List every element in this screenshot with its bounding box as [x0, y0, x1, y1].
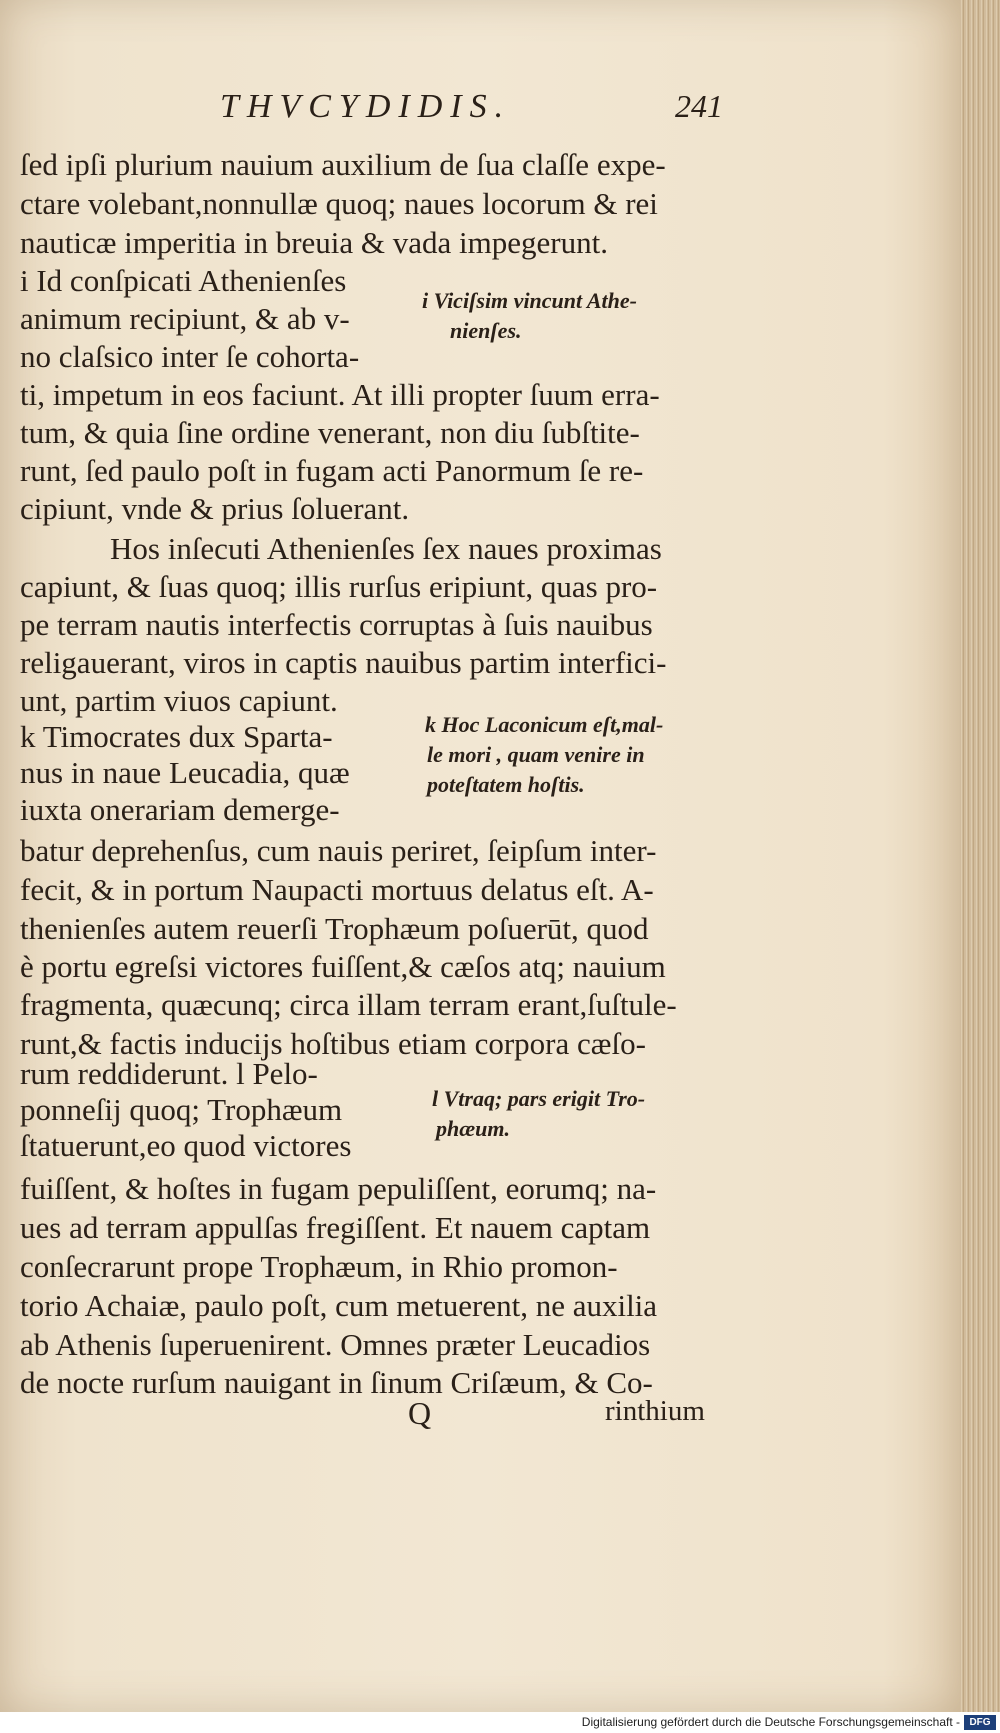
text-line: conſecrarunt prope Trophæum, in Rhio promon-: [20, 1249, 618, 1284]
text-line: batur deprehenſus, cum nauis periret, ſeipſum inter-: [20, 833, 657, 868]
text-line: tum, & quia ſine ordine venerant, non diu ſubſtite-: [20, 415, 640, 450]
note-line: le mori , quam venire in: [427, 742, 645, 767]
running-header: [0, 88, 960, 128]
text-line: ti, impetum in eos faciunt. At illi propter ſuum erra-: [20, 377, 660, 412]
dfg-logo-icon: DFG: [964, 1715, 996, 1730]
text-line: nus in naue Leucadia, quæ: [20, 755, 350, 790]
text-line: k Timocrates dux Sparta-: [20, 719, 333, 754]
text-line: fuiſſent, & hoſtes in fugam pepuliſſent, eorumq; na-: [20, 1171, 657, 1206]
text-line: i Id conſpicati Athenienſes: [20, 263, 347, 298]
page-edge: [960, 0, 1000, 1712]
text-line: ctare volebant,nonnullæ quoq; naues locorum & rei: [20, 186, 658, 221]
note-line: phæum.: [436, 1116, 510, 1141]
paragraph-start-line: Hos inſecuti Athenienſes ſex naues proximas: [110, 531, 662, 566]
text-line: iuxta onerariam demerge-: [20, 792, 340, 827]
text-line: fragmenta, quæcunq; circa illam terram erant,ſuſtule-: [20, 987, 677, 1022]
footer-credit: Digitalisierung gefördert durch die Deutsche Forschungsgemeinschaft -: [581, 1715, 960, 1729]
marginal-note-i: [422, 286, 637, 346]
text-line: thenienſes autem reuerſi Trophæum poſuerūt, quod: [20, 911, 649, 946]
text-line: cipiunt, vnde & prius ſoluerant.: [20, 491, 410, 526]
marginal-note-l: [432, 1084, 645, 1144]
text-line: capiunt, & ſuas quoq; illis rurſus eripiunt, quas pro-: [20, 569, 658, 604]
note-line: k Hoc Laconicum eſt,mal-: [425, 712, 664, 737]
text-line: no claſsico inter ſe cohorta-: [20, 339, 360, 374]
text-line: è portu egreſsi victores fuiſſent,& cæſos atq; nauium: [20, 949, 666, 984]
text-line: pe terram nautis interfectis corruptas à ſuis nauibus: [20, 607, 653, 642]
text-line: religauerant, viros in captis nauibus partim interfici-: [20, 645, 667, 680]
text-line: runt, ſed paulo poſt in fugam acti Panormum ſe re-: [20, 453, 644, 488]
digitization-footer: [0, 1712, 1000, 1733]
page-number: 241: [675, 88, 723, 124]
text-line: ponneſij quoq; Trophæum: [20, 1092, 343, 1127]
note-line: nienſes.: [450, 318, 522, 343]
text-line: unt, partim viuos capiunt.: [20, 683, 338, 718]
signature-mark: Q: [408, 1395, 432, 1431]
note-line: l Vtraq; pars erigit Tro-: [432, 1086, 646, 1111]
text-line: ab Athenis ſuperuenirent. Omnes præter Leucadios: [20, 1327, 651, 1362]
text-line: rum reddiderunt. l Pelo-: [20, 1056, 318, 1091]
text-line: torio Achaiæ, paulo poſt, cum metuerent, ne auxilia: [20, 1288, 658, 1323]
marginal-note-k: [425, 710, 663, 800]
note-line: i Viciſsim vincunt Athe-: [422, 288, 637, 313]
text-line: de nocte rurſum nauigant in ſinum Criſæum, & Co-: [20, 1365, 653, 1400]
text-line: nauticæ imperitia in breuia & vada impegerunt.: [20, 225, 608, 260]
text-line: ſtatuerunt,eo quod victores: [20, 1128, 352, 1163]
text-line: ues ad terram appulſas fregiſſent. Et nauem captam: [20, 1210, 651, 1245]
text-line: animum recipiunt, & ab v-: [20, 301, 350, 336]
text-line: runt,& factis inducijs hoſtibus etiam corpora cæſo-: [20, 1026, 646, 1061]
text-line: ſed ipſi plurium nauium auxilium de ſua claſſe expe-: [20, 147, 666, 182]
note-line: poteſtatem hoſtis.: [427, 772, 585, 797]
running-title: THVCYDIDIS.: [220, 88, 512, 125]
catchword: rinthium: [605, 1395, 705, 1427]
text-line: fecit, & in portum Naupacti mortuus delatus eſt. A-: [20, 872, 654, 907]
